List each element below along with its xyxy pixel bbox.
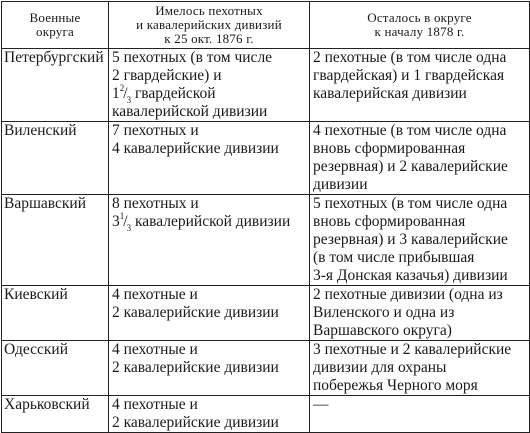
had-cell: 8 пехотных и $3^1/_3$ кавалерийской дивизии <box>109 195 310 286</box>
districts-table <box>1 1 530 433</box>
had-cell: 4 пехотные и 2 кавалерийские дивизии <box>109 341 310 396</box>
fraction-text: $1^2/_3$ гвардейской <box>112 82 216 106</box>
header-had-divisions: Имелось пехотных и кавалерийских дивизий к 25 окт. 1876 г. <box>109 2 310 49</box>
table-row <box>2 396 530 433</box>
header-districts: Военные округа <box>2 2 109 49</box>
district-cell: Петербургский <box>2 49 109 122</box>
district-cell: Варшавский <box>2 195 109 286</box>
had-cell: 7 пехотных и 4 кавалерийские дивизии <box>109 122 310 195</box>
table-row <box>2 286 530 341</box>
district-cell: Одесский <box>2 341 109 396</box>
remained-cell: 2 пехотные дивизии (одна из Виленского и одна из Варшавского округа) <box>310 286 530 341</box>
had-cell: 4 пехотные и 2 кавалерийские дивизии <box>109 286 310 341</box>
had-cell: 5 пехотных (в том числе 2 гвардейские) и $1^2/_3$ гвардейской кавалерийской дивизии <box>109 49 310 122</box>
header-remained: Осталось в округе к началу 1878 г. <box>310 2 530 49</box>
table-row <box>2 49 530 122</box>
document-page <box>0 1 530 431</box>
district-cell: Киевский <box>2 286 109 341</box>
remained-cell: 5 пехотных (в том числе одна вновь сформированная резервная) и 3 кавалерийские (в том числе прибывшая 3-я Донская казачья) дивизии <box>310 195 530 286</box>
district-cell: Харьковский <box>2 396 109 433</box>
fraction-text: $3^1/_3$ кавалерийской дивизии <box>112 210 291 234</box>
remained-cell: 3 пехотные и 2 кавалерийские дивизии для охраны побережья Черного моря <box>310 341 530 396</box>
had-cell: 4 пехотные и 2 кавалерийские дивизии <box>109 396 310 433</box>
remained-cell: — <box>310 396 530 433</box>
table-header <box>2 2 530 49</box>
district-cell: Виленский <box>2 122 109 195</box>
table-row <box>2 341 530 396</box>
remained-cell: 4 пехотные (в том числе одна вновь сформированная резервная) и 2 кавалерийские дивизии <box>310 122 530 195</box>
remained-cell: 2 пехотные (в том числе одна гвардейская) и 1 гвардейская кавалерийская дивизии <box>310 49 530 122</box>
table-row <box>2 195 530 286</box>
table-row <box>2 122 530 195</box>
